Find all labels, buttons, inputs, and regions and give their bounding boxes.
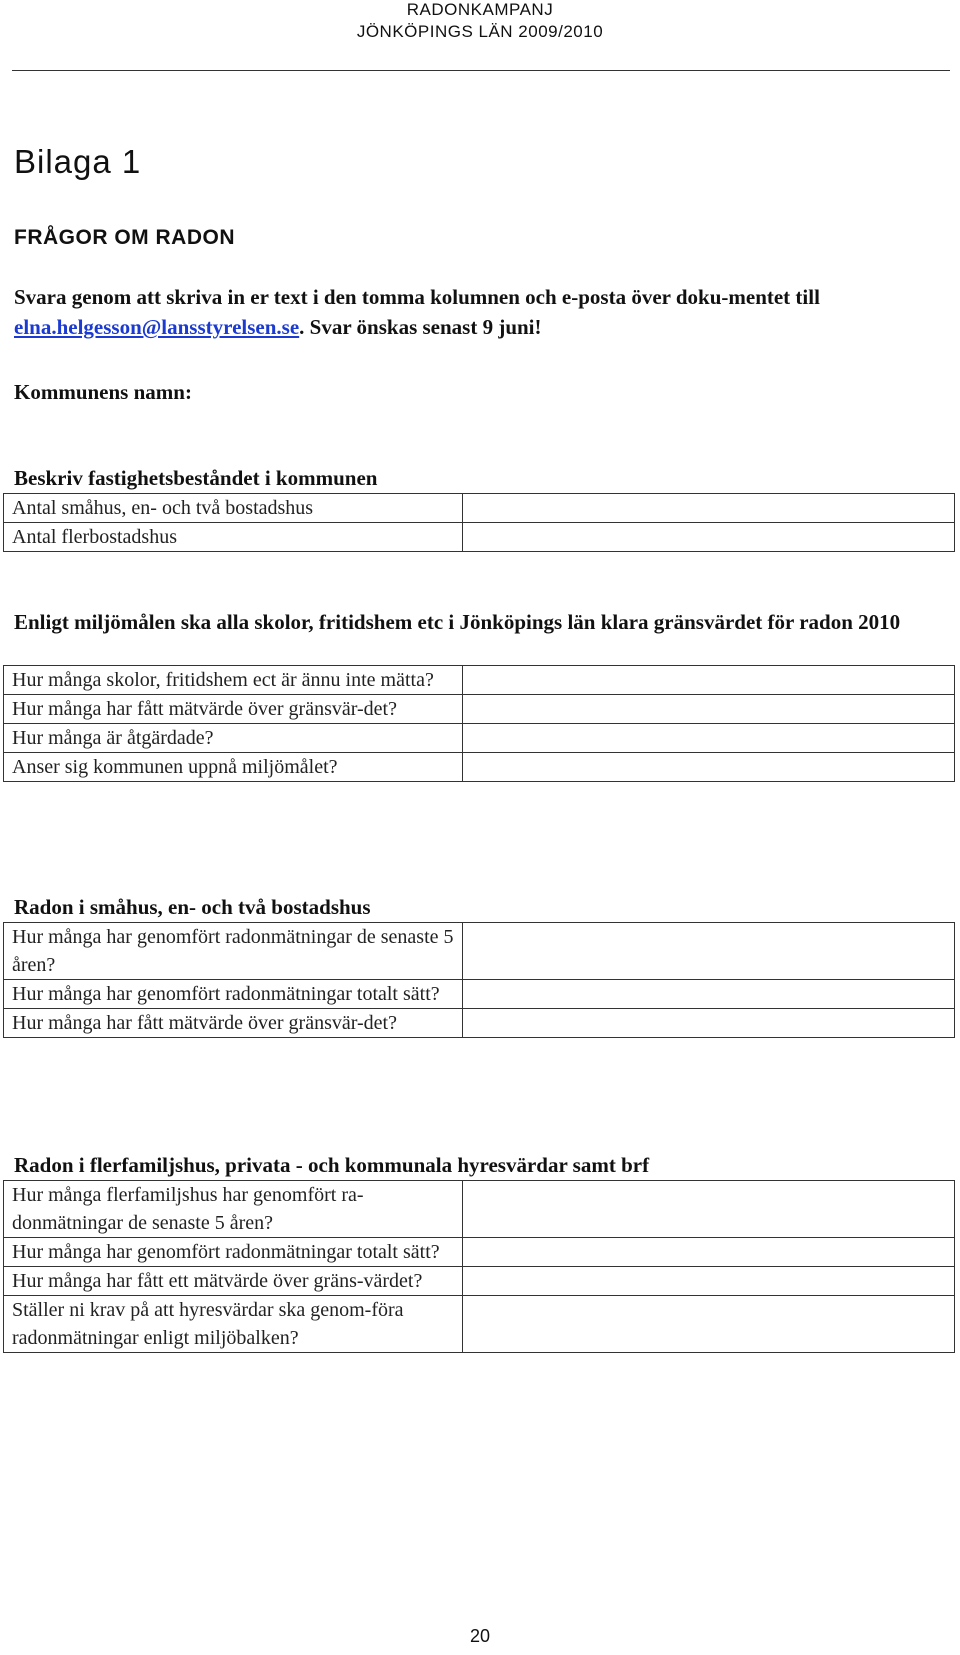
intro-text-before: Svara genom att skriva in er text i den tomma kolumnen och e-posta över doku-mentet till xyxy=(14,285,820,309)
answer-cell[interactable] xyxy=(463,494,955,523)
table-row xyxy=(4,724,955,753)
question-cell: Anser sig kommunen uppnå miljömålet? xyxy=(4,753,463,782)
question-cell: Hur många har genomfört radonmätningar de senaste 5 åren? xyxy=(4,923,463,980)
municipality-label: Kommunens namn: xyxy=(14,380,192,404)
intro-paragraph xyxy=(14,282,914,342)
table-row xyxy=(4,1181,955,1238)
question-cell: Hur många har genomfört radonmätningar totalt sätt? xyxy=(4,1238,463,1267)
table-row xyxy=(4,494,955,523)
answer-cell[interactable] xyxy=(463,724,955,753)
page-number: 20 xyxy=(469,1626,491,1646)
table-row xyxy=(4,1296,955,1353)
answer-cell[interactable] xyxy=(463,1296,955,1353)
answer-cell[interactable] xyxy=(463,923,955,980)
table-apartments xyxy=(3,1180,955,1353)
table-row xyxy=(4,1009,955,1038)
answer-cell[interactable] xyxy=(463,523,955,552)
question-cell: Hur många har fått mätvärde över gränsvär-det? xyxy=(4,1009,463,1038)
table-schools xyxy=(3,665,955,782)
answer-cell[interactable] xyxy=(463,1009,955,1038)
question-cell: Antal småhus, en- och två bostadshus xyxy=(4,494,463,523)
question-cell: Antal flerbostadshus xyxy=(4,523,463,552)
email-link[interactable]: elna.helgesson@lansstyrelsen.se xyxy=(14,315,300,339)
page-subtitle: FRÅGOR OM RADON xyxy=(14,226,235,249)
question-cell: Hur många har genomfört radonmätningar totalt sätt? xyxy=(4,980,463,1009)
answer-cell[interactable] xyxy=(463,695,955,724)
table-row xyxy=(4,523,955,552)
question-cell: Hur många har fått mätvärde över gränsvär-det? xyxy=(4,695,463,724)
answer-cell[interactable] xyxy=(463,666,955,695)
table-row xyxy=(4,753,955,782)
table-row xyxy=(4,1238,955,1267)
question-cell: Hur många flerfamiljshus har genomfört ra-donmätningar de senaste 5 åren? xyxy=(4,1181,463,1238)
section-heading-property: Beskriv fastighetsbeståndet i kommunen xyxy=(14,466,378,490)
table-property xyxy=(3,493,955,552)
question-cell: Ställer ni krav på att hyresvärdar ska genom-föra radonmätningar enligt miljöbalken? xyxy=(4,1296,463,1353)
question-cell: Hur många har fått ett mätvärde över gräns-värdet? xyxy=(4,1267,463,1296)
page-title: Bilaga 1 xyxy=(14,143,142,180)
answer-cell[interactable] xyxy=(463,1267,955,1296)
question-cell: Hur många skolor, fritidshem ect är ännu inte mätta? xyxy=(4,666,463,695)
answer-cell[interactable] xyxy=(463,753,955,782)
table-row xyxy=(4,695,955,724)
intro-text-after: . Svar önskas senast 9 juni! xyxy=(299,315,542,339)
section-heading-apartments: Radon i flerfamiljshus, privata - och kommunala hyresvärdar samt brf xyxy=(14,1153,650,1177)
table-row xyxy=(4,666,955,695)
header-region-year: JÖNKÖPINGS LÄN 2009/2010 xyxy=(356,22,604,41)
answer-cell[interactable] xyxy=(463,980,955,1009)
table-row xyxy=(4,980,955,1009)
question-cell: Hur många är åtgärdade? xyxy=(4,724,463,753)
table-row xyxy=(4,923,955,980)
answer-cell[interactable] xyxy=(463,1181,955,1238)
table-row xyxy=(4,1267,955,1296)
answer-cell[interactable] xyxy=(463,1238,955,1267)
header-divider xyxy=(12,70,950,71)
table-small-houses xyxy=(3,922,955,1038)
section-heading-small-houses: Radon i småhus, en- och två bostadshus xyxy=(14,895,371,919)
section-heading-schools: Enligt miljömålen ska alla skolor, fritidshem etc i Jönköpings län klara gränsvärdet för radon 2010 xyxy=(14,610,901,634)
header-campaign: RADONKAMPANJ xyxy=(406,0,554,19)
